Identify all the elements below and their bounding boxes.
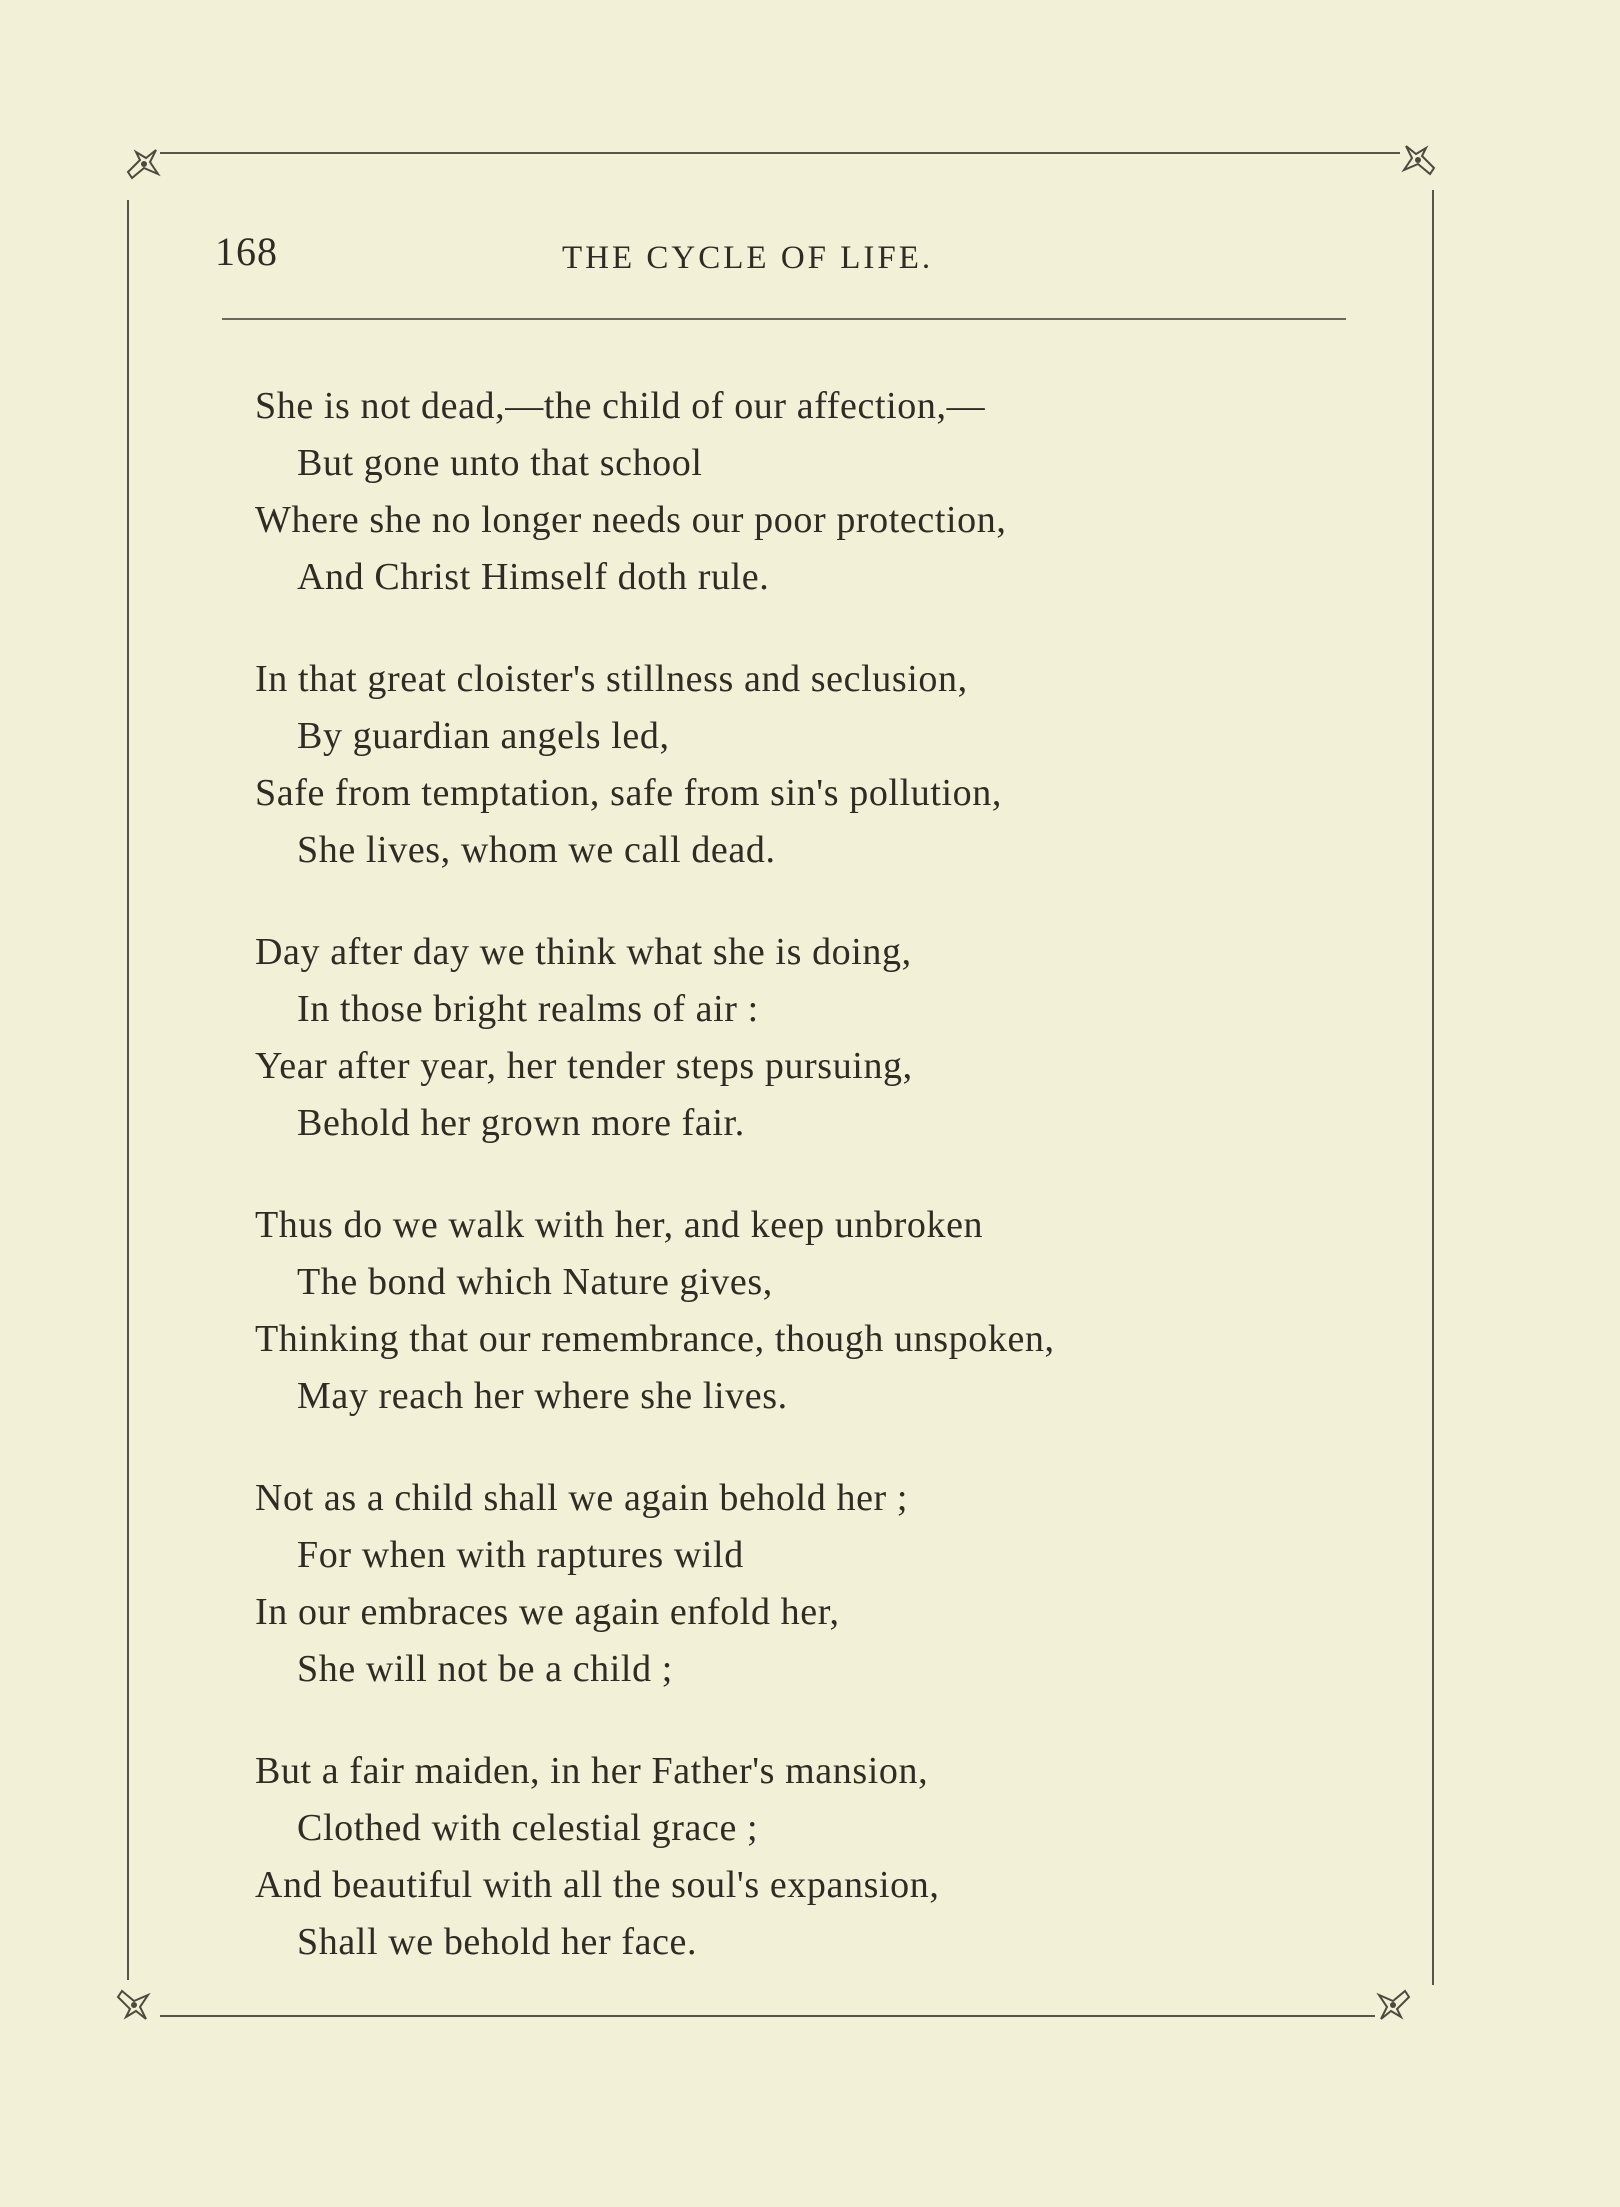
poem-line: In our embraces we again enfold her,	[255, 1591, 840, 1633]
bird-ornament-icon	[122, 144, 162, 184]
poem-line: But a fair maiden, in her Father's mansion,	[255, 1750, 929, 1792]
poem-line: And Christ Himself doth rule.	[297, 556, 770, 598]
poem-line: And beautiful with all the soul's expansion,	[255, 1864, 940, 1906]
frame-top-rule	[160, 152, 1400, 154]
poem-line: She lives, whom we call dead.	[297, 829, 776, 871]
frame-left-rule	[127, 200, 129, 1980]
stanza	[255, 1197, 1335, 1425]
poem-line: May reach her where she lives.	[297, 1375, 788, 1417]
poem-line: Thinking that our remembrance, though unspoken,	[255, 1318, 1055, 1360]
poem-line: But gone unto that school	[297, 442, 703, 484]
frame-right-rule	[1432, 190, 1434, 1985]
poem-line: Clothed with celestial grace ;	[297, 1807, 759, 1849]
bird-ornament-icon	[112, 1985, 152, 2025]
poem-line: Not as a child shall we again behold her ;	[255, 1477, 909, 1519]
poem-line: For when with raptures wild	[297, 1534, 744, 1576]
poem-line: Where she no longer needs our poor protection,	[255, 499, 1007, 541]
header-rule	[222, 318, 1346, 320]
poem-line: She will not be a child ;	[297, 1648, 673, 1690]
poem	[255, 378, 1335, 2016]
poem-line: She is not dead,—the child of our affection,—	[255, 385, 986, 427]
poem-line: In those bright realms of air :	[297, 988, 759, 1030]
poem-line: The bond which Nature gives,	[297, 1261, 773, 1303]
poem-line: In that great cloister's stillness and seclusion,	[255, 658, 968, 700]
poem-line: Year after year, her tender steps pursuing,	[255, 1045, 913, 1087]
poem-line: Safe from temptation, safe from sin's pollution,	[255, 772, 1002, 814]
stanza	[255, 1470, 1335, 1698]
page-number: 168	[215, 229, 278, 274]
bird-ornament-icon	[1375, 1985, 1415, 2025]
poem-line: Thus do we walk with her, and keep unbroken	[255, 1204, 984, 1246]
poem-line: By guardian angels led,	[297, 715, 670, 757]
stanza	[255, 924, 1335, 1152]
poem-line: Behold her grown more fair.	[297, 1102, 745, 1144]
poem-line: Shall we behold her face.	[297, 1921, 698, 1963]
running-title: THE CYCLE OF LIFE.	[562, 240, 934, 276]
stanza	[255, 651, 1335, 879]
poem-line: Day after day we think what she is doing,	[255, 931, 912, 973]
stanza	[255, 1743, 1335, 1971]
stanza	[255, 378, 1335, 606]
bird-ornament-icon	[1400, 140, 1440, 180]
